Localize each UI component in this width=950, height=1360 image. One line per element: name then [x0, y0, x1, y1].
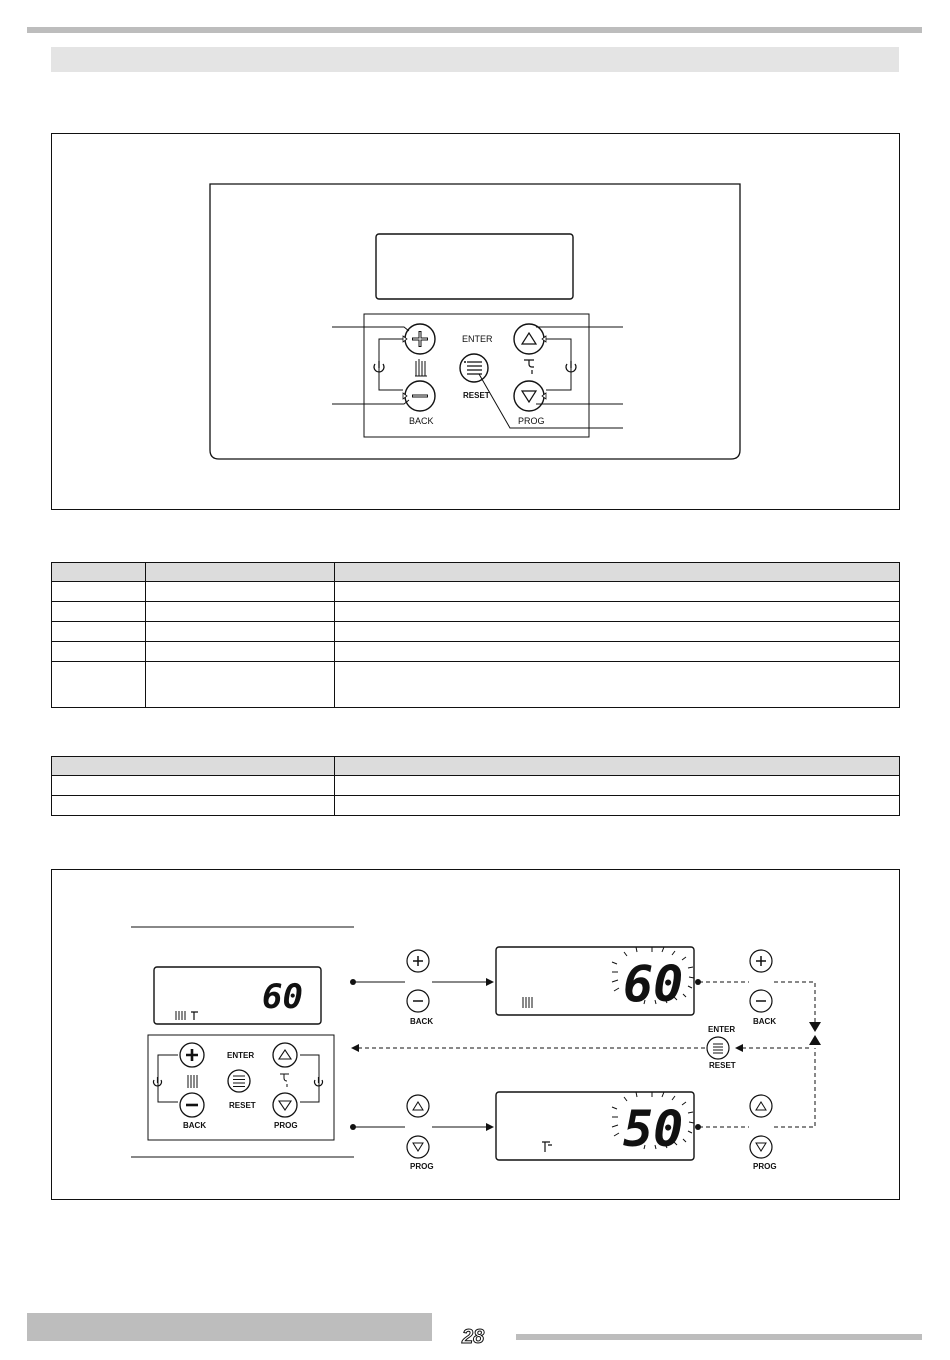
up-arrow-icon: [273, 1043, 297, 1067]
heating-setpoint-value: 60: [623, 955, 684, 1013]
table-header-cell: [335, 563, 900, 582]
radiator-icon: [415, 359, 427, 376]
top-rule: [27, 27, 922, 33]
prog-label: PROG: [518, 416, 545, 426]
footer-right-bar: [516, 1334, 922, 1340]
reset-label: RESET: [709, 1061, 736, 1070]
combinations-table: [51, 756, 900, 816]
table-header-cell: [52, 757, 335, 776]
table-cell: [146, 662, 335, 708]
enter-label: ENTER: [227, 1051, 255, 1060]
down-arrow-icon: [750, 1136, 772, 1158]
buttons-table: [51, 562, 900, 708]
plus-button-icon: [180, 1043, 204, 1067]
back-label: BACK: [183, 1121, 207, 1130]
table-cell: [52, 642, 146, 662]
table-cell: [52, 582, 146, 602]
footer-left-bar: [27, 1313, 432, 1341]
table-cell: [52, 622, 146, 642]
prog-label: PROG: [753, 1162, 777, 1171]
table-header-cell: [146, 563, 335, 582]
enter-label: ENTER: [462, 334, 493, 344]
down-arrow-icon: [273, 1093, 297, 1117]
table-cell: [335, 602, 900, 622]
control-panel-drawing: [52, 134, 899, 509]
plus-button-icon: [407, 950, 429, 972]
hot-water-setpoint-value: 50: [623, 1100, 684, 1158]
minus-button-icon: [180, 1093, 204, 1117]
table-cell: [52, 662, 146, 708]
menu-enter-icon: [460, 354, 488, 382]
minus-button-icon: [407, 990, 429, 1012]
minus-button-icon: [405, 381, 435, 411]
display-window: [376, 234, 573, 299]
up-arrow-icon: [514, 324, 544, 354]
table-cell: [335, 796, 900, 816]
menu-enter-icon: [228, 1070, 250, 1092]
down-arrow-icon: [514, 381, 544, 411]
table-header-cell: [52, 563, 146, 582]
prog-label: PROG: [410, 1162, 434, 1171]
table-cell: [52, 602, 146, 622]
table-cell: [335, 776, 900, 796]
menu-enter-icon: [707, 1037, 729, 1059]
back-label: BACK: [753, 1017, 777, 1026]
table-header-cell: [335, 757, 900, 776]
table-cell: [52, 796, 335, 816]
table-cell: [146, 602, 335, 622]
table-cell: [146, 582, 335, 602]
back-label: BACK: [409, 416, 434, 426]
initial-display-value: 60: [262, 977, 303, 1017]
table-cell: [335, 622, 900, 642]
table-cell: [335, 642, 900, 662]
up-arrow-icon: [407, 1095, 429, 1117]
reset-label: RESET: [229, 1101, 256, 1110]
back-label: BACK: [410, 1017, 434, 1026]
up-arrow-icon: [750, 1095, 772, 1117]
reset-label: RESET: [463, 391, 490, 400]
table-cell: [146, 622, 335, 642]
procedure-drawing: [52, 870, 899, 1199]
enter-label: ENTER: [708, 1025, 736, 1034]
table-cell: [146, 642, 335, 662]
table-cell: [335, 582, 900, 602]
page-number: 28: [462, 1326, 485, 1348]
table-cell: [52, 776, 335, 796]
tap-icon: [524, 360, 534, 374]
prog-label: PROG: [274, 1121, 298, 1130]
down-arrow-icon: [407, 1136, 429, 1158]
setpoint-procedure-figure: [51, 869, 900, 1200]
section-header-bar: [51, 47, 899, 72]
minus-button-icon: [750, 990, 772, 1012]
plus-button-icon: [405, 324, 435, 354]
plus-button-icon: [750, 950, 772, 972]
control-panel-figure: [51, 133, 900, 510]
table-cell: [335, 662, 900, 708]
